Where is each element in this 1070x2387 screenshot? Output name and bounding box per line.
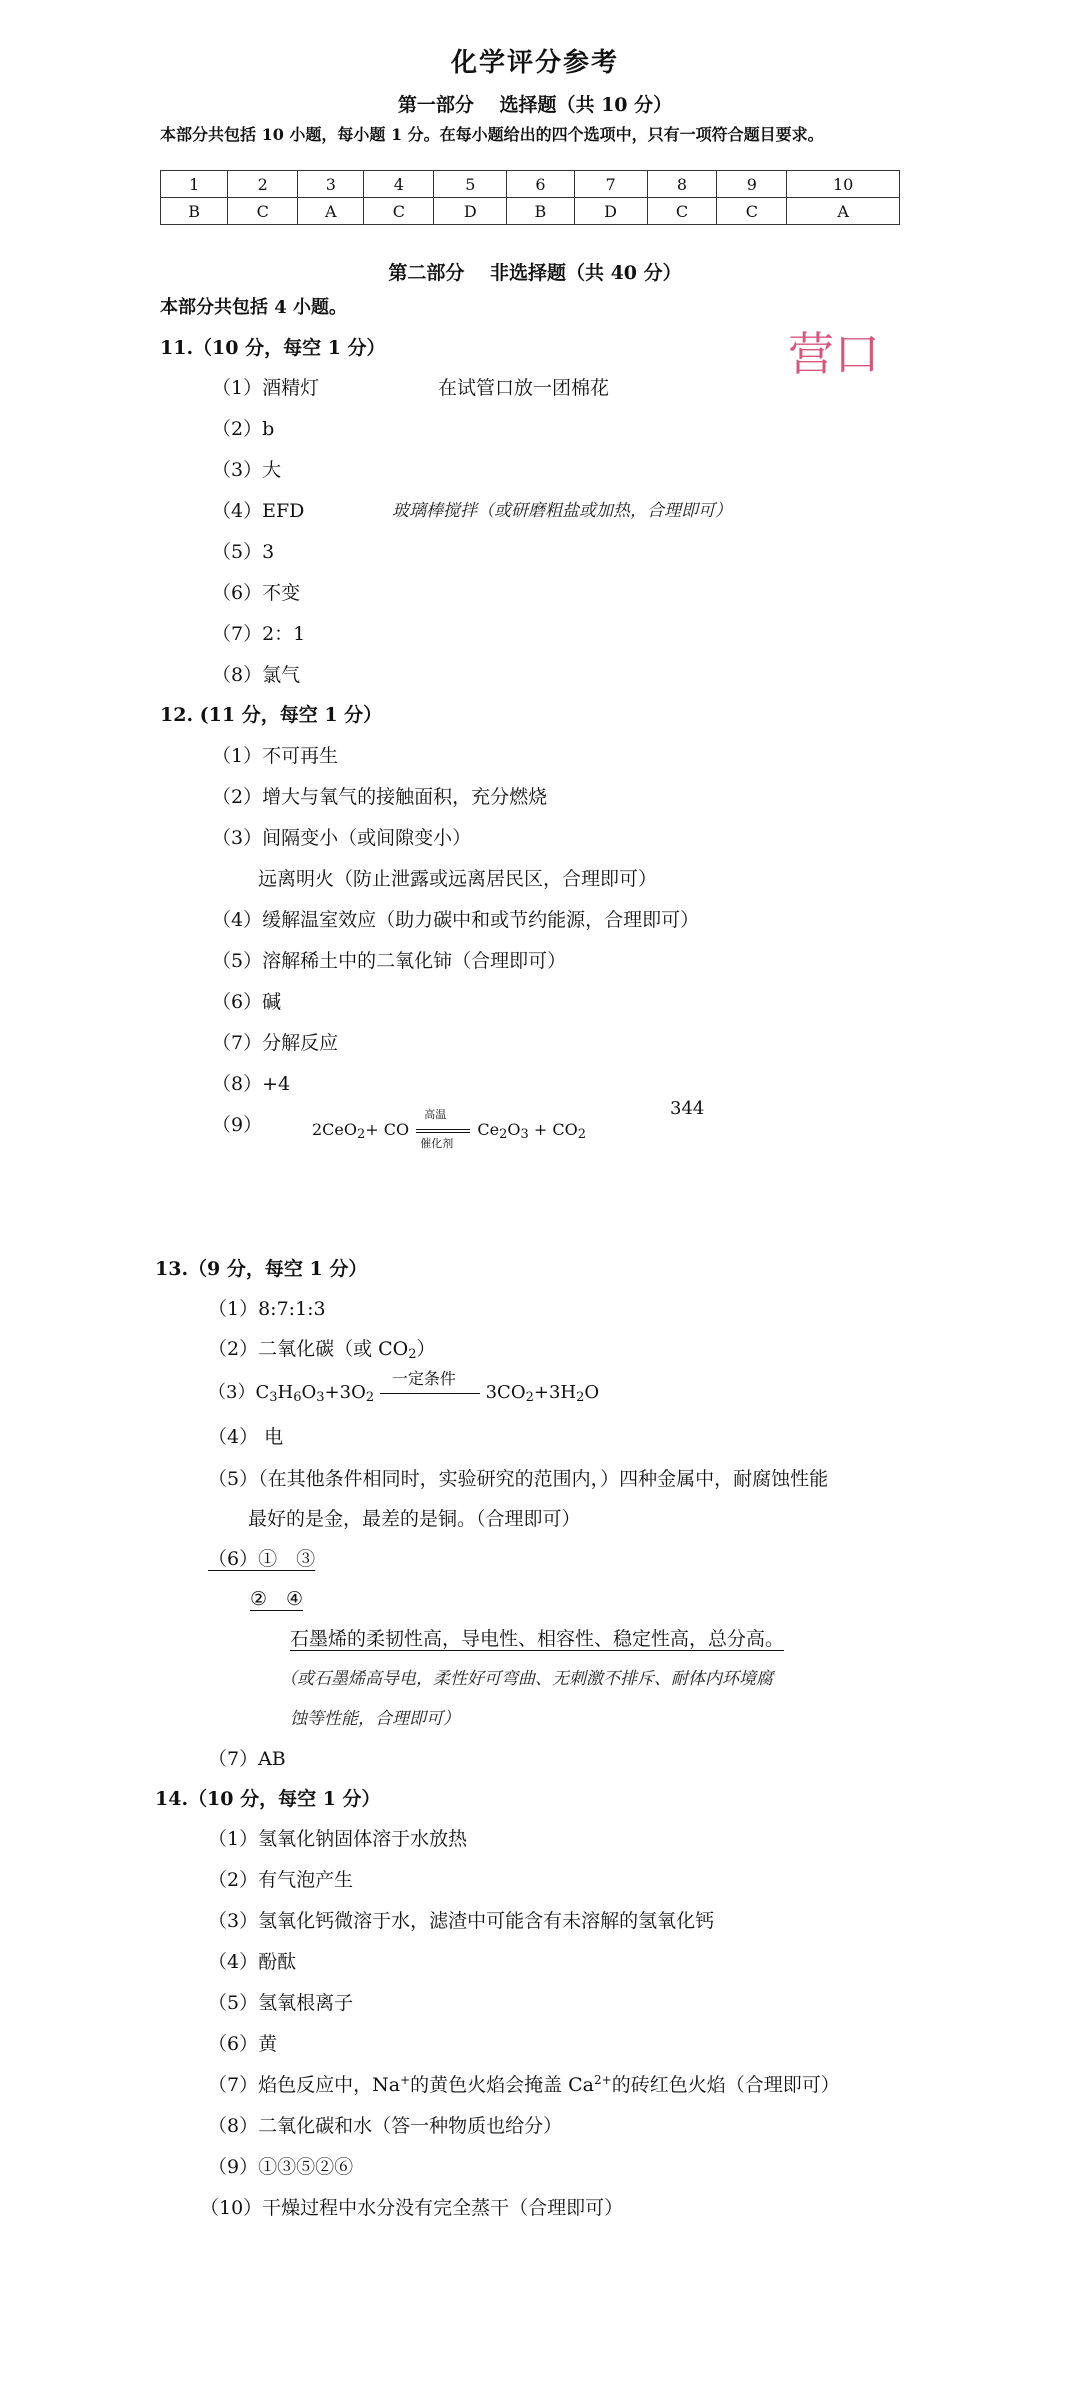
table-cell: 9 xyxy=(717,171,787,198)
eq9-condition-bottom: 催化剂 xyxy=(420,1136,454,1150)
q13-item: 最好的是金，最差的是铜。（合理即可） xyxy=(248,1508,581,1530)
table-cell: C xyxy=(364,198,434,225)
table-cell: 1 xyxy=(161,171,228,198)
q13-item: （1）8:7:1:3 xyxy=(208,1298,326,1320)
part1-heading: 第一部分 选择题（共 10 分） xyxy=(397,94,673,116)
q14-item: （8）二氧化碳和水（答一种物质也给分） xyxy=(208,2115,563,2137)
q13-item: （6）① ③ xyxy=(208,1548,316,1570)
part1-note: 本部分共包括 10 小题，每小题 1 分。在每小题给出的四个选项中，只有一项符合题目要求。 xyxy=(160,125,824,144)
q12-heading: 12. (11 分，每空 1 分） xyxy=(160,704,383,726)
q11-item: （3）大 xyxy=(212,459,282,481)
table-cell: A xyxy=(298,198,364,225)
q12-value: 344 xyxy=(670,1098,705,1119)
q12-item: （4）缓解温室效应（助力碳中和或节约能源，合理即可） xyxy=(212,909,700,931)
q14-item: （1）氢氧化钠固体溶于水放热 xyxy=(208,1828,468,1850)
table-cell: C xyxy=(647,198,717,225)
eq9-condition-top: 高温 xyxy=(424,1107,447,1121)
equation-3: $(3)C_3H_6O_3+3O_2$ 一定条件 $3CO_2+3H_2O$ xyxy=(208,1378,599,1405)
q13-item: （或石墨烯高导电，柔性好可弯曲、无刺激不排斥、耐体内环境腐 xyxy=(280,1669,773,1689)
table-cell: 10 xyxy=(787,171,900,198)
answer-table-numbers xyxy=(161,171,900,198)
q11-item: （4）EFD xyxy=(212,500,305,522)
table-cell: 8 xyxy=(647,171,717,198)
answer-table-answers xyxy=(161,198,900,225)
q11-item: （7）2：1 xyxy=(212,623,306,645)
table-cell: 3 xyxy=(298,171,364,198)
table-cell: D xyxy=(574,198,647,225)
q11-item: （8）氯气 xyxy=(212,664,301,686)
table-cell: B xyxy=(161,198,228,225)
stamp-text: 营口 xyxy=(788,327,880,381)
q13-item: （2）二氧化碳（或 $CO_2$） xyxy=(208,1338,436,1362)
table-cell: D xyxy=(434,198,507,225)
q13-item: 石墨烯的柔韧性高，导电性、相容性、稳定性高，总分高。 xyxy=(290,1628,785,1650)
q12-item: （7）分解反应 xyxy=(212,1032,339,1054)
q12-item: （1）不可再生 xyxy=(212,745,339,767)
q14-heading: 14.（10 分，每空 1 分） xyxy=(155,1788,381,1810)
q12-item: （3）间隔变小（或间隙变小） xyxy=(212,827,472,849)
table-cell: 6 xyxy=(507,171,574,198)
answer-table xyxy=(160,170,900,225)
q12-item: （6）碱 xyxy=(212,991,282,1013)
q13-item: ② ④ xyxy=(250,1588,304,1610)
part2-heading: 第二部分 非选择题（共 40 分） xyxy=(388,262,682,284)
q11-item: （2）b xyxy=(212,418,275,440)
q12-item: 远离明火（防止泄露或远离居民区，合理即可） xyxy=(258,868,658,890)
q14-item: （6）黄 xyxy=(208,2033,278,2055)
q11-heading: 11.（10 分，每空 1 分） xyxy=(160,337,386,359)
table-cell: C xyxy=(228,198,298,225)
table-cell: 4 xyxy=(364,171,434,198)
table-cell: B xyxy=(507,198,574,225)
q14-item: （2）有气泡产生 xyxy=(208,1869,354,1891)
q12-item: （2）增大与氧气的接触面积，充分燃烧 xyxy=(212,786,548,808)
part2-note: 本部分共包括 4 小题。 xyxy=(160,297,348,318)
table-cell: 2 xyxy=(228,171,298,198)
q14-item: （10）干燥过程中水分没有完全蒸干（合理即可） xyxy=(200,2197,624,2219)
table-cell: A xyxy=(787,198,900,225)
q11-item-extra: 玻璃棒搅拌（或研磨粗盐或加热，合理即可） xyxy=(392,501,732,521)
q11-item-extra: 在试管口放一团棉花 xyxy=(438,377,610,399)
q13-item: （5）（在其他条件相同时，实验研究的范围内，）四种金属中，耐腐蚀性能 xyxy=(208,1468,829,1490)
q13-heading: 13.（9 分，每空 1 分） xyxy=(155,1258,368,1280)
q12-item: （5）溶解稀土中的二氧化铈（合理即可） xyxy=(212,950,567,972)
eq3-condition: 一定条件 xyxy=(391,1369,456,1388)
q11-item: （6）不变 xyxy=(212,582,301,604)
table-cell: 7 xyxy=(574,171,647,198)
q13-item: （7）AB xyxy=(208,1748,286,1770)
q11-item: （1）酒精灯 xyxy=(212,377,320,399)
q12-item: （9） xyxy=(212,1114,263,1136)
table-cell: C xyxy=(717,198,787,225)
q14-item: （7）焰色反应中，Na+的黄色火焰会掩盖 $Ca^{2+}$的砖红色火焰（合理即可） xyxy=(208,2073,840,2096)
q14-item: （9）①③⑤②⑥ xyxy=(208,2156,354,2178)
q14-item: （3）氢氧化钙微溶于水，滤渣中可能含有未溶解的氢氧化钙 xyxy=(208,1910,715,1932)
q14-item: （5）氢氧根离子 xyxy=(208,1992,354,2014)
q13-item: （4） 电 xyxy=(208,1426,284,1448)
q14-item: （4）酚酞 xyxy=(208,1951,297,1973)
q11-item: （5）3 xyxy=(212,541,275,563)
table-cell: 5 xyxy=(434,171,507,198)
page-title: 化学评分参考 xyxy=(450,48,619,78)
equation-9: 2CeO$_2$+ CO 高温 催化剂 $Ce_2O_3 + CO_2$ xyxy=(312,1107,586,1150)
q12-item: （8）+4 xyxy=(212,1073,291,1095)
q13-item: 蚀等性能，合理即可） xyxy=(290,1709,460,1729)
